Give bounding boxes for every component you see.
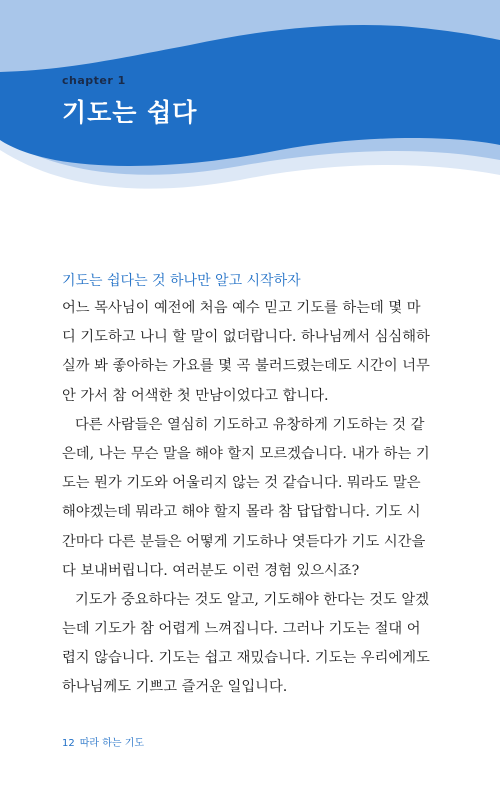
page-number: 12	[62, 738, 75, 749]
text-line: 렵지 않습니다. 기도는 쉽고 재밌습니다. 기도는 우리에게도	[62, 650, 430, 667]
text-line: 어느 목사님이 예전에 처음 예수 믿고 기도를 하는데 몇 마	[62, 300, 421, 316]
text-line: 하나님께도 기쁘고 즐거운 일입니다.	[62, 679, 288, 696]
text-line: 안 가서 참 어색한 첫 만남이었다고 합니다.	[62, 387, 329, 404]
paragraph-2	[62, 411, 442, 586]
section-heading: 기도는 쉽다는 것 하나만 알고 시작하자	[62, 273, 301, 289]
text-line: 는데 기도가 참 어렵게 느껴집니다. 그러나 기도는 절대 어	[62, 621, 421, 638]
text-line: 해야겠는데 뭐라고 해야 할지 몰라 참 답답합니다. 기도 시	[62, 504, 421, 521]
text-line: 간마다 다른 분들은 어떻게 기도하나 엿듣다가 기도 시간을	[62, 533, 426, 550]
text-line: 다 보내버립니다. 여러분도 이런 경험 있으시죠?	[62, 562, 360, 579]
text-line: 디 기도하고 나니 할 말이 없더랍니다. 하나님께서 심심해하	[62, 329, 430, 346]
text-line: 다른 사람들은 열심히 기도하고 유창하게 기도하는 것 같	[75, 416, 425, 433]
text-line: 도는 뭔가 기도와 어울리지 않는 것 같습니다. 뭐라도 말은	[62, 475, 421, 492]
text-line: 실까 봐 좋아하는 가요를 몇 곡 불러드렸는데도 시간이 너무	[62, 358, 430, 375]
chapter-label: chapter 1	[62, 74, 126, 87]
paragraph-1	[62, 294, 442, 411]
body-text	[62, 294, 442, 703]
book-title: 따라 하는 기도	[79, 738, 145, 749]
page-footer	[62, 734, 144, 749]
text-line: 기도가 중요하다는 것도 알고, 기도해야 한다는 것도 알겠	[75, 591, 430, 608]
text-line: 은데, 나는 무슨 말을 해야 할지 모르겠습니다. 내가 하는 기	[62, 445, 430, 462]
paragraph-3	[62, 586, 442, 703]
chapter-title: 기도는 쉽다	[62, 98, 198, 127]
